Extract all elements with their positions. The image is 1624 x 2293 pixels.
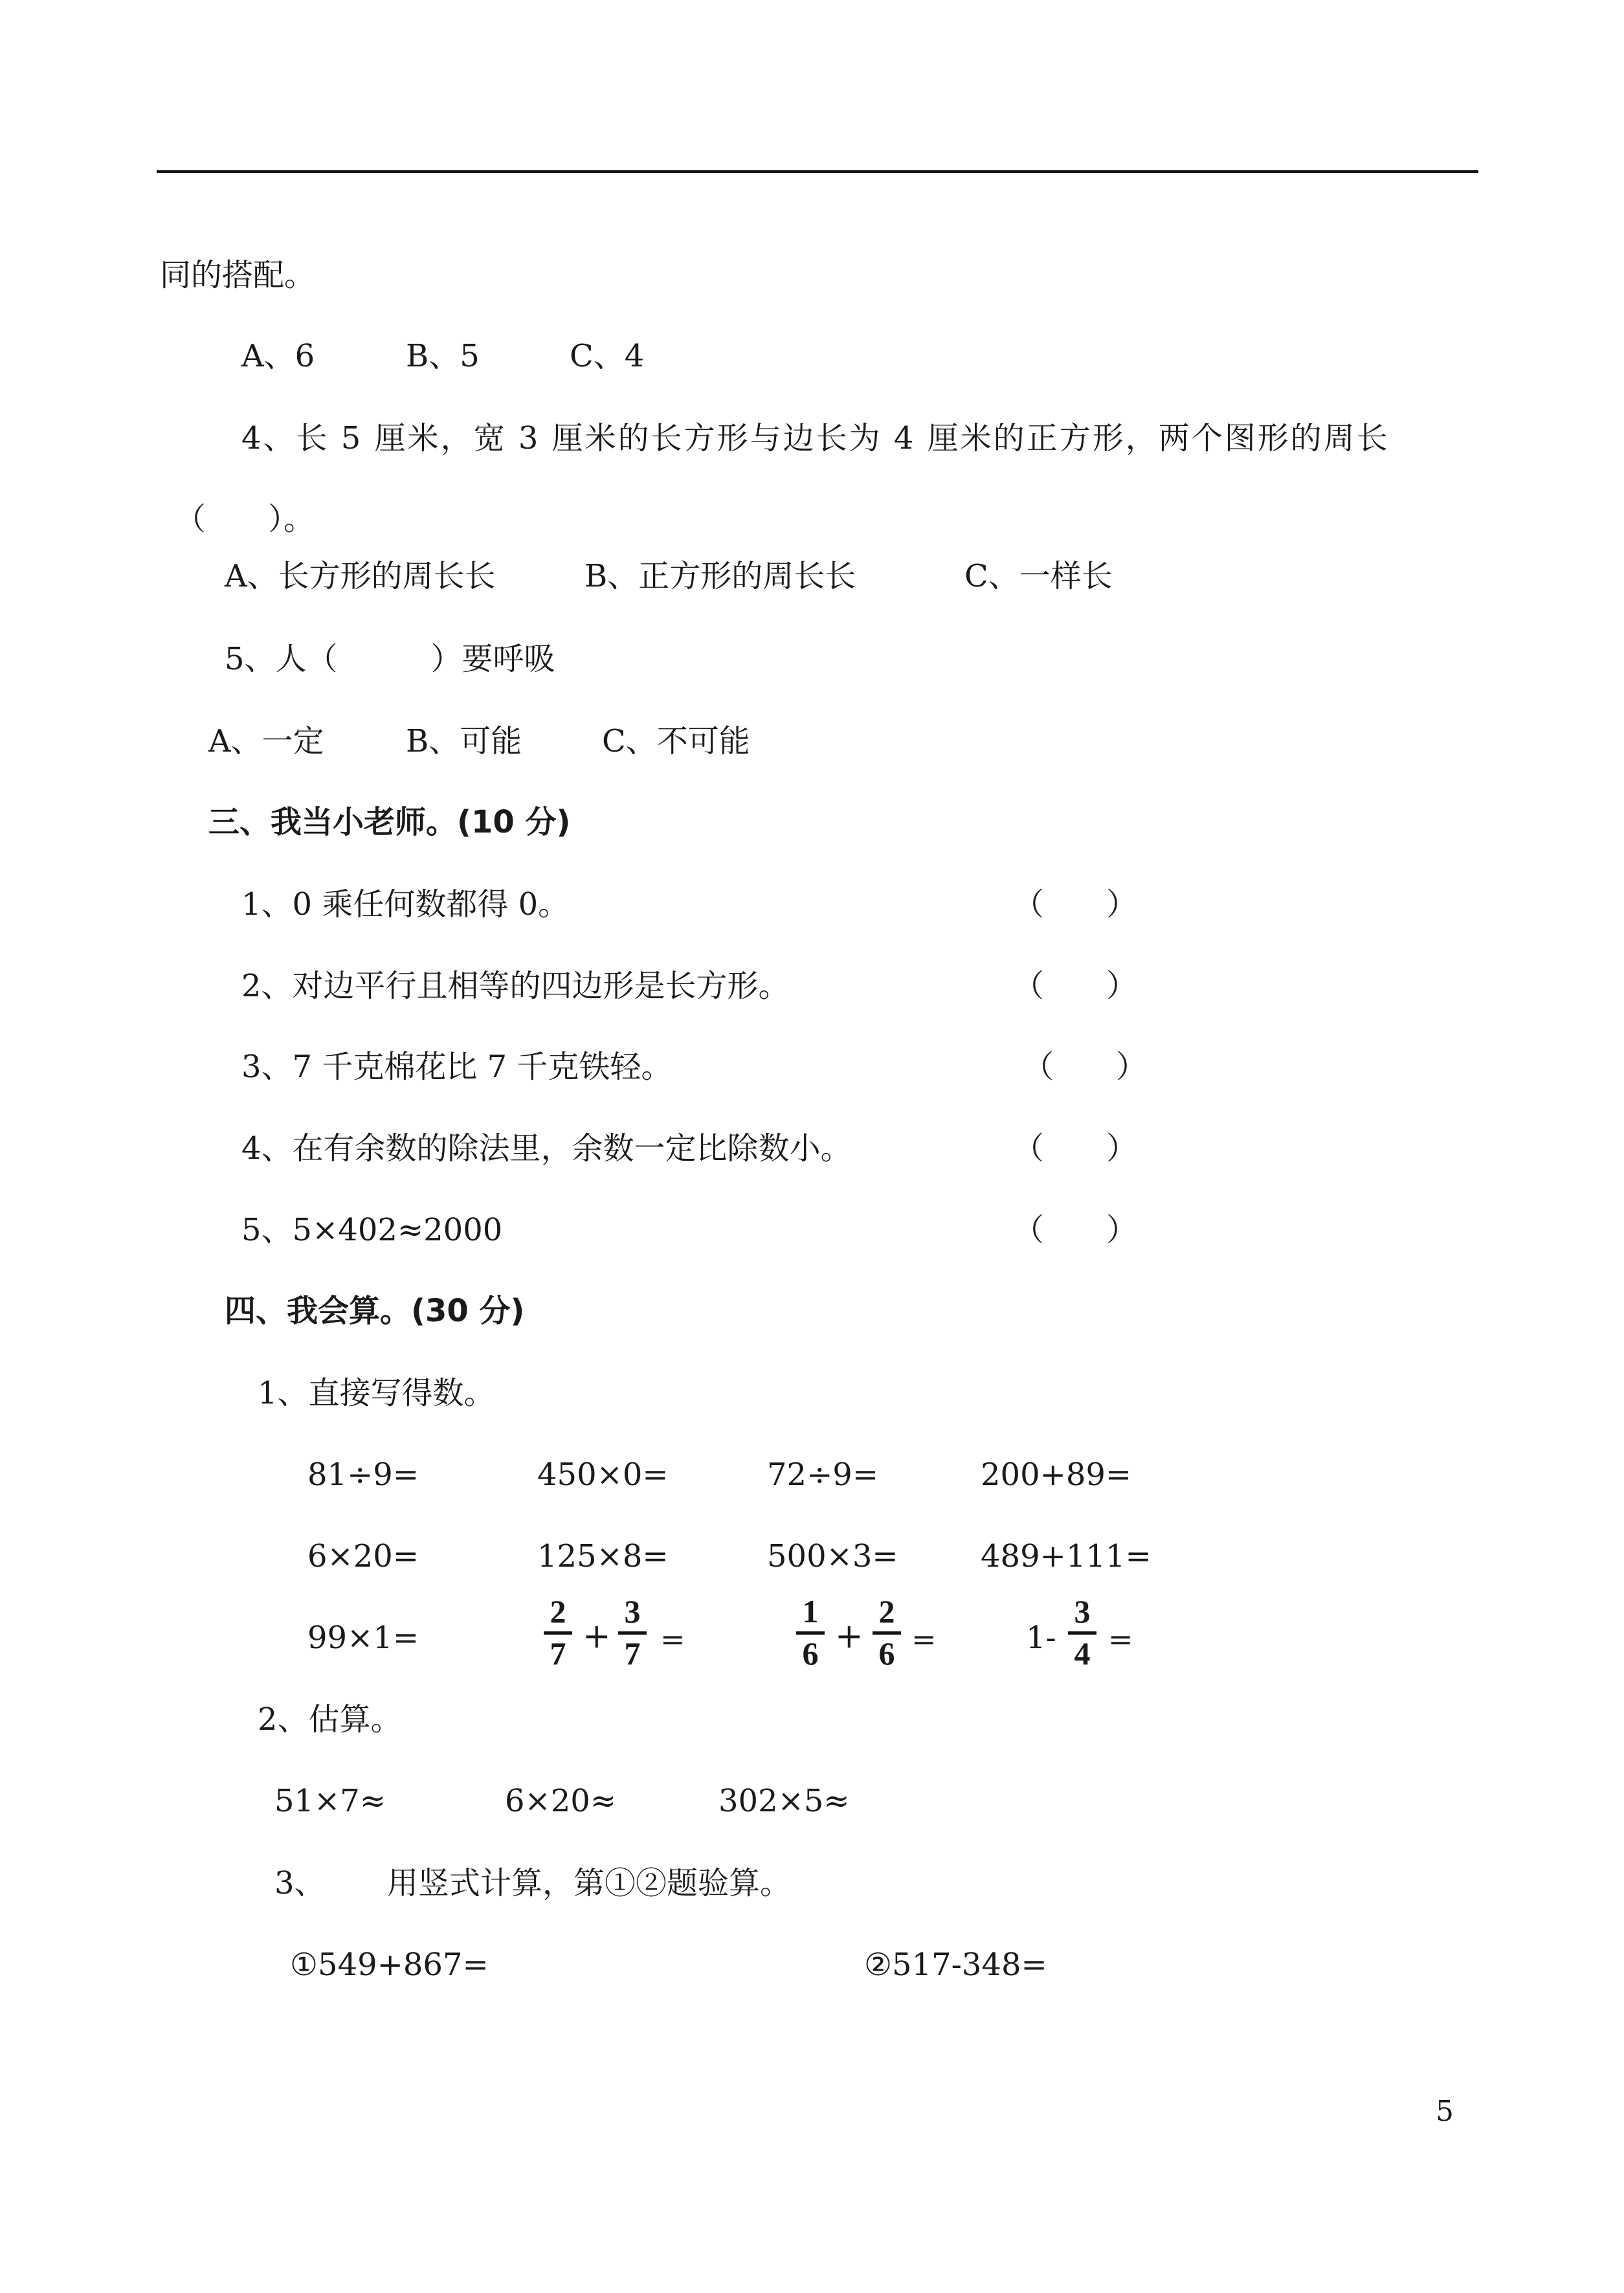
- s3-item-4-mark: （ ）: [1013, 1130, 1138, 1167]
- s3-item-2-mark: （ ）: [1013, 968, 1138, 1004]
- s4-sub2: 2、估算。: [258, 1701, 402, 1738]
- s4-sub1: 1、直接写得数。: [258, 1375, 495, 1411]
- q4-line1: 4、长 5 厘米，宽 3 厘米的长方形与边长为 4 厘米的正方形，两个图形的周长: [241, 420, 1390, 456]
- vertical-calc-1: ①549+867=: [290, 1947, 489, 1983]
- calc-r1-c1: 81÷9=: [307, 1457, 419, 1493]
- q3-option-a: A、6: [241, 338, 315, 374]
- s4-sub3-number: 3、: [274, 1865, 326, 1901]
- fraction-3-7: [618, 1594, 647, 1671]
- calc-r2-c3: 500×3=: [767, 1538, 898, 1574]
- fraction-1-6: [796, 1594, 825, 1671]
- equals-sign: =: [1108, 1622, 1133, 1657]
- numerator: 1: [802, 1593, 819, 1629]
- q3-option-c: C、4: [570, 338, 645, 374]
- fraction-2-6: [873, 1594, 901, 1671]
- s3-item-1: 1、0 乘任何数都得 0。: [241, 886, 570, 923]
- denominator: 7: [550, 1635, 566, 1672]
- plus-sign: +: [583, 1617, 611, 1656]
- q4-option-c: C、一样长: [964, 558, 1113, 594]
- q5-option-a: A、一定: [208, 723, 324, 759]
- denominator: 6: [878, 1635, 895, 1672]
- s3-item-3-mark: （ ）: [1023, 1049, 1148, 1085]
- fraction-bar: [796, 1631, 825, 1635]
- plus-sign: +: [835, 1617, 863, 1656]
- q4-option-a: A、长方形的周长长: [225, 558, 496, 594]
- calc-r1-c3: 72÷9=: [767, 1457, 879, 1493]
- calc-r2-c1: 6×20=: [307, 1538, 419, 1574]
- s3-item-5-mark: （ ）: [1013, 1212, 1138, 1248]
- fraction-bar: [618, 1631, 647, 1635]
- fraction-3-4: [1068, 1594, 1096, 1671]
- fraction-bar: [873, 1631, 901, 1635]
- calc-r2-c4: 489+111=: [981, 1538, 1151, 1574]
- numerator: 2: [550, 1593, 566, 1629]
- vertical-calc-2: ②517-348=: [864, 1947, 1047, 1983]
- section3-title: 三、我当小老师。(10 分): [208, 804, 571, 840]
- s3-item-4: 4、在有余数的除法里，余数一定比除数小。: [241, 1130, 852, 1167]
- q4-line2: （ ）。: [175, 501, 315, 537]
- calc-r1-c4: 200+89=: [981, 1457, 1132, 1493]
- denominator: 7: [624, 1635, 641, 1672]
- fraction-bar: [544, 1631, 572, 1635]
- one-minus: 1-: [1026, 1620, 1056, 1656]
- numerator: 3: [1074, 1593, 1091, 1629]
- estimate-3: 302×5≈: [718, 1783, 850, 1819]
- fraction-bar: [1068, 1631, 1096, 1635]
- s3-item-3: 3、7 千克棉花比 7 千克铁轻。: [241, 1049, 673, 1085]
- estimate-2: 6×20≈: [505, 1783, 617, 1819]
- page-number: 5: [1436, 2095, 1454, 2128]
- calc-r2-c2: 125×8=: [537, 1538, 669, 1574]
- q5-text: 5、人（ ）要呼吸: [225, 641, 555, 677]
- calc-r3-c1: 99×1=: [307, 1620, 419, 1656]
- equals-sign: =: [660, 1622, 685, 1657]
- q5-option-b: B、可能: [406, 723, 522, 759]
- estimate-1: 51×7≈: [274, 1783, 386, 1819]
- q3-option-b: B、5: [406, 338, 480, 374]
- s3-item-2: 2、对边平行且相等的四边形是长方形。: [241, 968, 790, 1004]
- continuation-text: 同的搭配。: [160, 257, 316, 293]
- denominator: 4: [1074, 1635, 1091, 1672]
- header-rule: [157, 170, 1478, 173]
- numerator: 2: [878, 1593, 895, 1629]
- q5-option-c: C、不可能: [602, 723, 750, 759]
- s4-sub3-text: 用竖式计算，第①②题验算。: [387, 1865, 792, 1901]
- calc-r1-c2: 450×0=: [537, 1457, 669, 1493]
- q4-option-b: B、正方形的周长长: [584, 558, 856, 594]
- denominator: 6: [802, 1635, 819, 1672]
- s3-item-5: 5、5×402≈2000: [241, 1212, 503, 1248]
- section4-title: 四、我会算。(30 分): [225, 1293, 525, 1329]
- fraction-2-7: [544, 1594, 572, 1671]
- numerator: 3: [624, 1593, 641, 1629]
- equals-sign: =: [911, 1622, 937, 1657]
- s3-item-1-mark: （ ）: [1013, 886, 1138, 923]
